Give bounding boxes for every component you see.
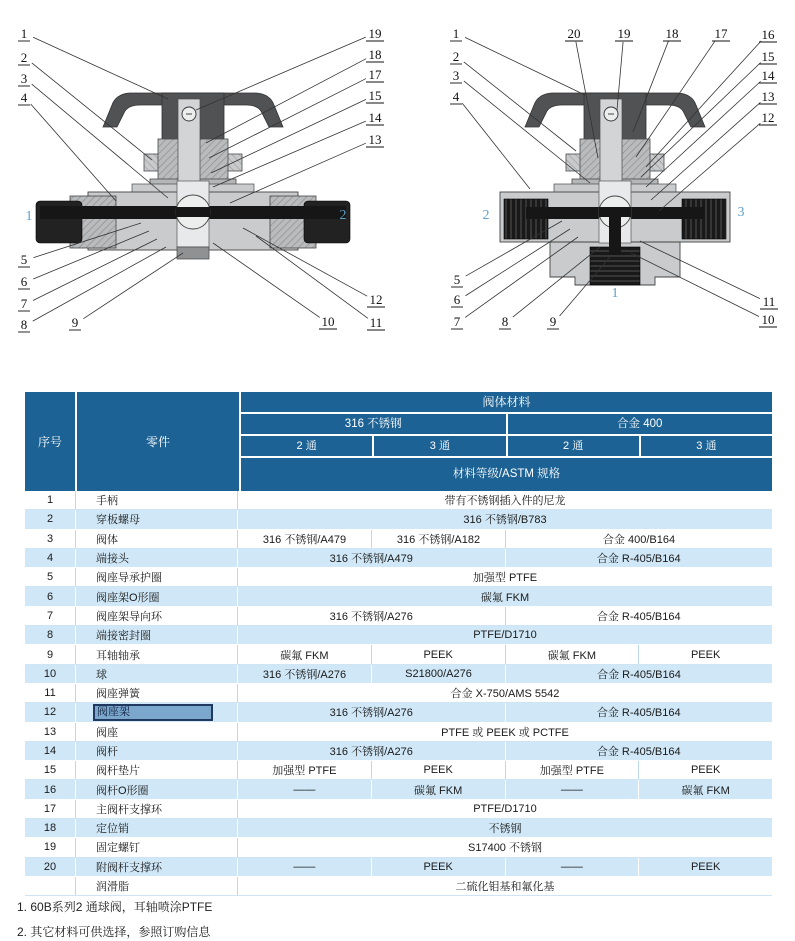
material-value: PEEK — [690, 648, 721, 661]
material-value: PTFE/D1710 — [473, 802, 537, 815]
table-row — [25, 858, 772, 877]
row-number: 6 — [25, 587, 76, 605]
callout-number: 6 — [20, 274, 28, 289]
callout-number: 5 — [20, 252, 28, 267]
table-header — [25, 392, 772, 491]
table-row — [25, 684, 772, 703]
header-subcol: 3 通 — [372, 436, 505, 456]
port-number: 3 — [737, 205, 745, 220]
callout-number: 13 — [368, 132, 382, 147]
part-name: 阀座架导向环 — [76, 607, 238, 625]
row-number: 13 — [25, 723, 76, 741]
table-row — [25, 877, 772, 896]
ball-bore — [176, 207, 210, 217]
table-row — [25, 645, 772, 664]
callout-number: 13 — [761, 89, 775, 104]
callout-number: 15 — [761, 49, 775, 64]
header-col-no: 序号 — [25, 392, 77, 491]
material-value: 合金 R-405/B164 — [596, 553, 681, 566]
material-value: —— — [506, 780, 640, 798]
part-name: 润滑脂 — [76, 877, 238, 895]
material-value: PTFE 或 PEEK 或 PCTFE — [441, 726, 569, 739]
part-name: 阀杆 — [76, 742, 238, 760]
callout-number: 4 — [20, 90, 28, 105]
callout-number: 3 — [20, 71, 28, 86]
material-value: 碳氟 FKM — [681, 784, 730, 797]
table-row — [25, 723, 772, 742]
table-row — [25, 549, 772, 568]
material-value: —— — [506, 858, 640, 876]
row-number: 9 — [25, 645, 76, 663]
callout-number: 9 — [71, 315, 79, 330]
row-number: 4 — [25, 549, 76, 567]
callout-number: 16 — [761, 27, 775, 42]
material-value: PTFE/D1710 — [473, 629, 537, 642]
material-value: 二硫化钼基和氟化基 — [455, 881, 555, 894]
callout-leader-line — [464, 62, 576, 151]
table-row — [25, 510, 772, 529]
callout-leader-line — [32, 63, 152, 160]
callout-number: 6 — [453, 292, 461, 307]
callout-number: 1 — [20, 26, 28, 41]
port-number: 1 — [611, 286, 619, 301]
part-name: 球 — [76, 665, 238, 683]
row-number: 7 — [25, 607, 76, 625]
port-number: 1 — [25, 209, 33, 224]
header-group: 合金 400 — [506, 414, 773, 434]
table-row — [25, 819, 772, 838]
callout-leader-line — [651, 102, 760, 200]
row-number: 19 — [25, 838, 76, 856]
callout-leader-line — [211, 99, 366, 173]
material-value: 合金 R-405/B164 — [597, 668, 681, 681]
row-number: 1 — [25, 491, 76, 509]
callout-leader-line — [83, 253, 183, 319]
callout-number: 12 — [369, 292, 383, 307]
material-value: 316 不锈钢/A276 — [238, 607, 506, 625]
material-value: 316 不锈钢/A276 — [238, 742, 506, 760]
part-name: 手柄 — [76, 491, 238, 509]
part-name: 阀座弹簧 — [76, 684, 238, 702]
callout-number: 12 — [761, 110, 775, 125]
table-row — [25, 800, 772, 819]
row-number: 11 — [25, 684, 76, 702]
row-number: 3 — [25, 530, 76, 548]
material-value: PEEK — [690, 764, 721, 777]
part-name: 主阀杆支撑环 — [76, 800, 238, 818]
port-number: 2 — [482, 208, 490, 223]
material-value: S17400 不锈钢 — [468, 842, 542, 855]
callout-leader-line — [33, 247, 166, 321]
row-number: 18 — [25, 819, 76, 837]
material-value: 316 不锈钢/A276 — [238, 665, 372, 683]
valve-drawing — [500, 93, 730, 285]
row-number: 5 — [25, 568, 76, 586]
callout-number: 1 — [452, 26, 460, 41]
material-value: S21800/A276 — [372, 665, 506, 683]
material-value: 碳氟 FKM — [238, 645, 372, 663]
part-name: 阀座导承护圈 — [76, 568, 238, 586]
table-row — [25, 742, 772, 761]
callout-number: 14 — [761, 68, 775, 83]
table-row — [25, 703, 772, 722]
callout-leader-line — [465, 37, 585, 95]
material-value: PEEK — [690, 860, 721, 873]
callout-number: 11 — [762, 294, 776, 309]
material-value: 316 不锈钢/A479 — [238, 530, 372, 548]
part-name: 阀杆O形圈 — [76, 780, 238, 798]
table-row — [25, 626, 772, 645]
valve-drawing — [36, 93, 350, 259]
material-value: 合金 X-750/AMS 5542 — [450, 688, 560, 701]
material-value: 加强型 PTFE — [472, 572, 538, 585]
material-value: 加强型 PTFE — [238, 761, 372, 779]
table-body — [25, 491, 772, 896]
material-value: 316 不锈钢/A182 — [372, 530, 506, 548]
part-name: 定位销 — [76, 819, 238, 837]
callout-number: 19 — [368, 26, 382, 41]
header-groups — [241, 414, 772, 436]
callout-leader-line — [641, 62, 761, 177]
material-value: 316 不锈钢/A479 — [238, 549, 506, 567]
row-number: 16 — [25, 780, 76, 798]
row-number: 17 — [25, 800, 76, 818]
table-row — [25, 491, 772, 510]
callout-number: 14 — [368, 110, 382, 125]
port-number: 2 — [339, 208, 347, 223]
part-name — [76, 703, 238, 721]
callout-leader-line — [213, 243, 320, 317]
material-value: —— — [238, 858, 372, 876]
row-number: 12 — [25, 703, 76, 721]
table-row — [25, 607, 772, 626]
material-value: 碳氟 FKM — [506, 645, 640, 663]
material-value: PEEK — [372, 858, 506, 876]
material-value: 316 不锈钢/A276 — [238, 703, 506, 721]
callout-number: 9 — [549, 314, 557, 329]
callout-number: 5 — [453, 272, 461, 287]
material-value: PEEK — [372, 761, 506, 779]
part-name: 端接头 — [76, 549, 238, 567]
callout-number: 8 — [20, 317, 28, 332]
table-row — [25, 780, 772, 799]
bottom-plug — [177, 247, 209, 259]
callout-number: 11 — [369, 315, 383, 330]
material-value: —— — [238, 780, 372, 798]
callout-number: 3 — [452, 68, 460, 83]
material-value: 碳氟 FKM — [372, 780, 506, 798]
material-value: 合金 R-405/B164 — [596, 610, 681, 623]
callout-number: 4 — [452, 89, 460, 104]
callout-number: 17 — [714, 26, 728, 41]
materials-table — [25, 392, 772, 896]
selected-part-highlight[interactable]: 阀座架 — [93, 704, 213, 721]
part-name: 穿板螺母 — [76, 510, 238, 528]
table-row — [25, 530, 772, 549]
material-value: 316 不锈钢/B783 — [463, 514, 547, 527]
row-number: 14 — [25, 742, 76, 760]
part-name: 阀座 — [76, 723, 238, 741]
material-value: 合金 R-405/B164 — [596, 707, 681, 720]
part-name: 耳轴轴承 — [76, 645, 238, 663]
row-number: 15 — [25, 761, 76, 779]
callout-leader-line — [196, 37, 366, 110]
callout-number: 2 — [452, 49, 460, 64]
table-row — [25, 587, 772, 606]
material-value: 合金 400/B164 — [602, 533, 676, 546]
row-number: 8 — [25, 626, 76, 644]
row-number: 2 — [25, 510, 76, 528]
callout-number: 18 — [368, 47, 382, 62]
row-number: 20 — [25, 858, 76, 876]
header-subcol: 2 通 — [506, 436, 639, 456]
material-value: 加强型 PTFE — [506, 761, 640, 779]
table-row — [25, 665, 772, 684]
callout-number: 19 — [617, 26, 631, 41]
callout-number: 7 — [453, 314, 461, 329]
callout-number: 15 — [368, 88, 382, 103]
row-number — [25, 877, 76, 895]
callout-leader-line — [209, 79, 366, 158]
callout-leader-line — [633, 41, 668, 132]
part-name: 固定螺钉 — [76, 838, 238, 856]
header-col-part: 零件 — [77, 392, 241, 491]
material-value: 碳氟 FKM — [480, 591, 530, 604]
callout-number: 7 — [20, 296, 28, 311]
table-row — [25, 568, 772, 587]
callout-number: 10 — [321, 314, 335, 329]
material-value: 不锈钢 — [488, 823, 522, 836]
callout-number: 8 — [501, 314, 509, 329]
part-name: 阀体 — [76, 530, 238, 548]
header-subcols — [241, 436, 772, 458]
header-subcol: 2 通 — [296, 440, 317, 452]
ball-bore-vertical — [609, 212, 621, 255]
part-name: 附阀杆支撑环 — [76, 858, 238, 876]
header-spec-row: 材料等级/ASTM 规格 — [452, 468, 561, 480]
callout-number: 20 — [567, 26, 581, 41]
header-group: 316 不锈钢 — [344, 418, 402, 430]
callout-number: 2 — [20, 50, 28, 65]
callout-leader-line — [462, 103, 530, 189]
footnote: 1. 60B系列2 通球阀，耳轴喷涂PTFE — [17, 900, 213, 914]
part-name: 端接密封圈 — [76, 626, 238, 644]
footnotes — [17, 898, 212, 941]
header-subcol: 3 通 — [639, 436, 772, 456]
table-row — [25, 838, 772, 857]
header-group-title: 阀体材料 — [241, 392, 772, 414]
table-row — [25, 761, 772, 780]
callout-number: 10 — [761, 312, 775, 327]
two-way-valve-figure — [0, 15, 400, 345]
callout-number: 17 — [368, 67, 382, 82]
callout-leader-line — [33, 37, 168, 99]
material-value: 带有不锈钢插入件的尼龙 — [444, 495, 566, 508]
part-name: 阀座架O形圈 — [76, 587, 238, 605]
material-value: PEEK — [372, 645, 506, 663]
material-value: 合金 R-405/B164 — [596, 746, 681, 758]
row-number: 10 — [25, 665, 76, 683]
part-name: 阀杆垫片 — [76, 761, 238, 779]
footnote: 2. 其它材料可供选择，参照订购信息 — [17, 925, 211, 939]
callout-number: 18 — [665, 26, 679, 41]
three-way-valve-figure — [400, 15, 795, 345]
